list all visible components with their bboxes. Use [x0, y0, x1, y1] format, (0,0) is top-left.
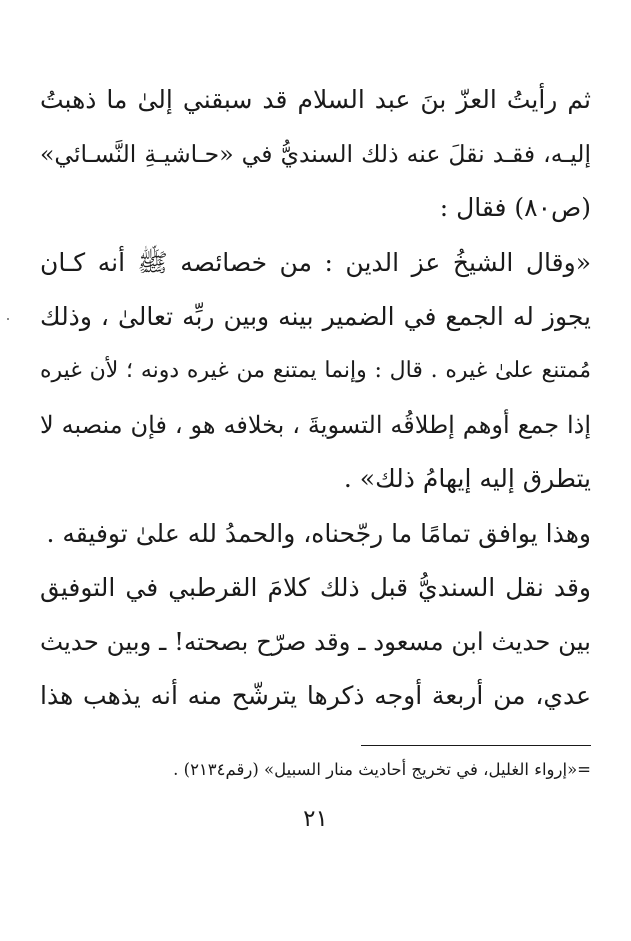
- page-number: ٢١: [303, 806, 328, 832]
- text-line: يتطرق إليه إيهامُ ذلك» .: [343, 464, 591, 494]
- footnote: =«إرواء الغليل، في تخريج أحاديث منار السبيل» (رقم٢١٣٤) .: [173, 760, 591, 779]
- text-line: «وقال الشيخُ عز الدين : من خصائصه ﷺ أنه كـان: [40, 247, 591, 277]
- text-line: وقد نقل السنديُّ قبل ذلك كلامَ القرطبي في التوفيق: [40, 572, 591, 602]
- text-line: بين حديث ابن مسعود ـ وقد صرّح بصحته! ـ وبين حديث: [40, 626, 591, 656]
- text-line: يجوز له الجمع في الضمير بينه وبين ربِّه تعالىٰ ، وذلك: [40, 301, 591, 331]
- text-line: وهذا يوافق تمامًا ما رجّحناه، والحمدُ لله علىٰ توفيقه .: [46, 518, 591, 548]
- text-line: عدي، من أربعة أوجه ذكرها يترشّح منه أنه يذهب هذا: [40, 681, 591, 711]
- text-line: (ص٨٠) فقال :: [439, 193, 591, 223]
- text-line: إذا جمع أوهم إطلاقُه التسويةَ ، بخلافه هو ، فإن منصبه لا: [40, 411, 591, 440]
- text-line: إليـه، فقـد نقلَ عنه ذلك السنديُّ في «حـاشيـةِ النَّسـائي»: [40, 140, 591, 169]
- margin-speck: [7, 318, 9, 320]
- text-line: ثم رأيتُ العزّ بنَ عبد السلام قد سبقني إلىٰ ما ذهبتُ: [40, 85, 591, 114]
- text-line: مُمتنع علىٰ غيره . قال : وإنما يمتنع من غيره دونه ؛ لأن غيره: [40, 357, 591, 383]
- main-text-block: [40, 78, 591, 728]
- footnote-divider: [361, 745, 591, 746]
